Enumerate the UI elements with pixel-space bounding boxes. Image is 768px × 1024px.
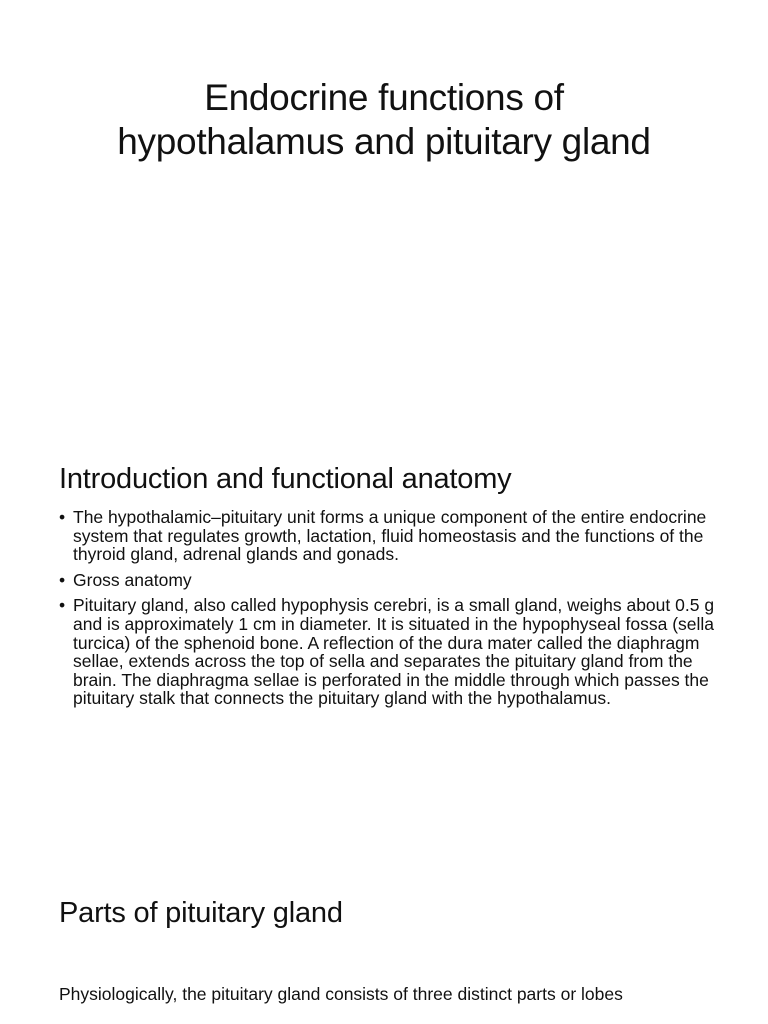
section-heading-introduction: Introduction and functional anatomy [59,463,512,495]
slide-parts [0,864,768,1024]
bullet-dot-icon: • [59,507,66,527]
bullet-text: The hypothalamic–pituitary unit forms a unique component of the entire endocrine system that regulates growth, lactation, fluid homeostasis and the functions of the thyroid gland, adrenal glands and gonads. [73,507,707,565]
bullet-item [59,508,719,564]
bullet-text: Gross anatomy [73,569,192,590]
body-paragraph: Physiologically, the pituitary gland consists of three distinct parts or lobes [59,984,623,1004]
bullet-item [59,596,719,708]
section-heading-parts: Parts of pituitary gland [59,897,343,929]
bullet-text: Pituitary gland, also called hypophysis cerebri, is a small gland, weighs about 0.5 g and is approximately 1 cm in diameter. It is situated in the hypophyseal fossa (sella turcica) of the sphenoid bone. A reflection of the dura mater called the diaphragm sellae, extends across the top of sella and separates the pituitary gland from the brain. The diaphragma sellae is perforated in the middle through which passes the pituitary stalk that connects the pituitary gland with the hypothalamus. [73,595,715,709]
bullet-list [59,508,719,715]
slide-title [0,0,768,436]
slide-introduction [0,436,768,864]
bullet-dot-icon: • [59,569,66,590]
document-title: Endocrine functions of hypothalamus and pituitary gland [117,77,651,162]
bullet-dot-icon: • [59,595,66,616]
bullet-item [59,571,719,590]
